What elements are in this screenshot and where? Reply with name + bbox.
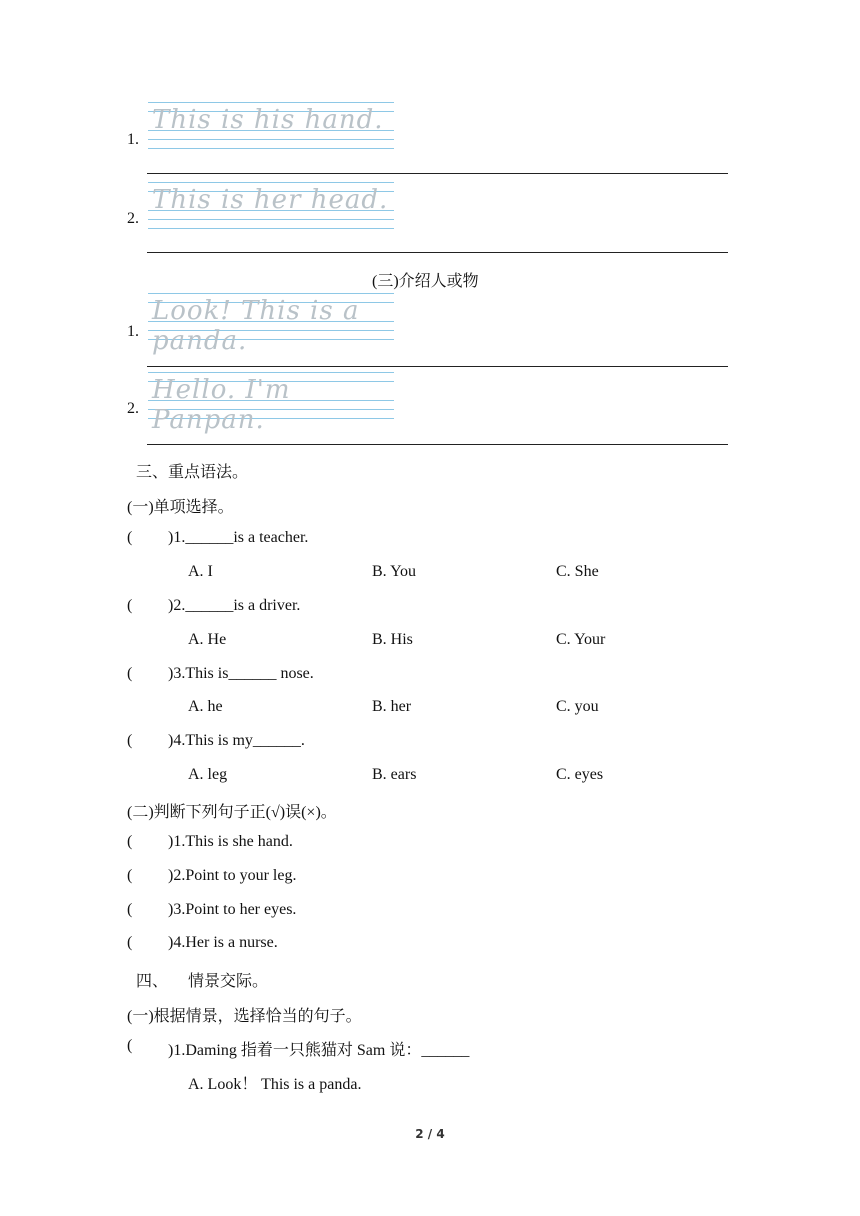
answer-bracket[interactable]: (: [127, 901, 133, 918]
answer-bracket[interactable]: (: [127, 665, 133, 682]
question-text: )4.This is my______.: [168, 732, 305, 749]
item-number: 2.: [127, 210, 139, 227]
option-b[interactable]: B. His: [372, 631, 413, 648]
option-b[interactable]: B. her: [372, 698, 412, 715]
answer-bracket[interactable]: (: [127, 597, 133, 614]
judge-statement: )3.Point to her eyes.: [168, 901, 297, 918]
option-b[interactable]: B. ears: [372, 766, 417, 783]
handwriting-sample-box: [148, 293, 394, 356]
option-a[interactable]: A. he: [188, 698, 223, 715]
question-text: )3.This is______ nose.: [168, 665, 314, 682]
subsection-title: (一)单项选择。: [127, 499, 234, 516]
answer-line[interactable]: [147, 173, 728, 174]
option-b[interactable]: B. You: [372, 563, 417, 580]
answer-line[interactable]: [147, 252, 728, 253]
question-text: )1.Daming 指着一只熊猫对 Sam 说：______: [168, 1042, 470, 1059]
option-a[interactable]: A. I: [188, 563, 213, 580]
answer-bracket[interactable]: (: [127, 833, 133, 850]
section-title: (三)介绍人或物: [372, 273, 479, 290]
section-heading: 三、重点语法。: [136, 464, 249, 481]
handwriting-sample-box: [148, 372, 394, 435]
handwriting-sample: Hello. I'm Panpan.: [152, 375, 291, 435]
section-heading-number: 四、: [136, 973, 169, 990]
answer-bracket[interactable]: (: [127, 529, 133, 546]
handwriting-sample-box: [148, 102, 394, 148]
answer-bracket[interactable]: (: [127, 934, 133, 951]
question-text: )2.______is a driver.: [168, 597, 301, 614]
answer-line[interactable]: [147, 444, 728, 445]
option-c[interactable]: C. you: [556, 698, 599, 715]
answer-bracket[interactable]: (: [127, 732, 133, 749]
section-heading: 情景交际。: [188, 973, 269, 990]
subsection-title: (二)判断下列句子正(√)误(×)。: [127, 804, 337, 821]
handwriting-sample: This is his hand.: [152, 105, 384, 135]
item-number: 1.: [127, 323, 139, 340]
question-text: )1.______is a teacher.: [168, 529, 309, 546]
option-a[interactable]: A. He: [188, 631, 227, 648]
subsection-title: (一)根据情景，选择恰当的句子。: [127, 1008, 362, 1025]
answer-line[interactable]: [147, 366, 728, 367]
option-c[interactable]: C. She: [556, 563, 599, 580]
option-a[interactable]: A. Look！ This is a panda.: [188, 1076, 362, 1093]
page-number: 2 / 4: [415, 1127, 445, 1141]
item-number: 1.: [127, 131, 139, 148]
judge-statement: )1.This is she hand.: [168, 833, 293, 850]
judge-statement: )4.Her is a nurse.: [168, 934, 278, 951]
handwriting-sample-box: [148, 182, 394, 228]
handwriting-sample: Look! This is a panda.: [152, 296, 360, 356]
answer-bracket[interactable]: (: [127, 1037, 133, 1054]
judge-statement: )2.Point to your leg.: [168, 867, 297, 884]
option-c[interactable]: C. eyes: [556, 766, 604, 783]
option-c[interactable]: C. Your: [556, 631, 606, 648]
answer-bracket[interactable]: (: [127, 867, 133, 884]
item-number: 2.: [127, 400, 139, 417]
handwriting-sample: This is her head.: [152, 185, 389, 215]
option-a[interactable]: A. leg: [188, 766, 228, 783]
